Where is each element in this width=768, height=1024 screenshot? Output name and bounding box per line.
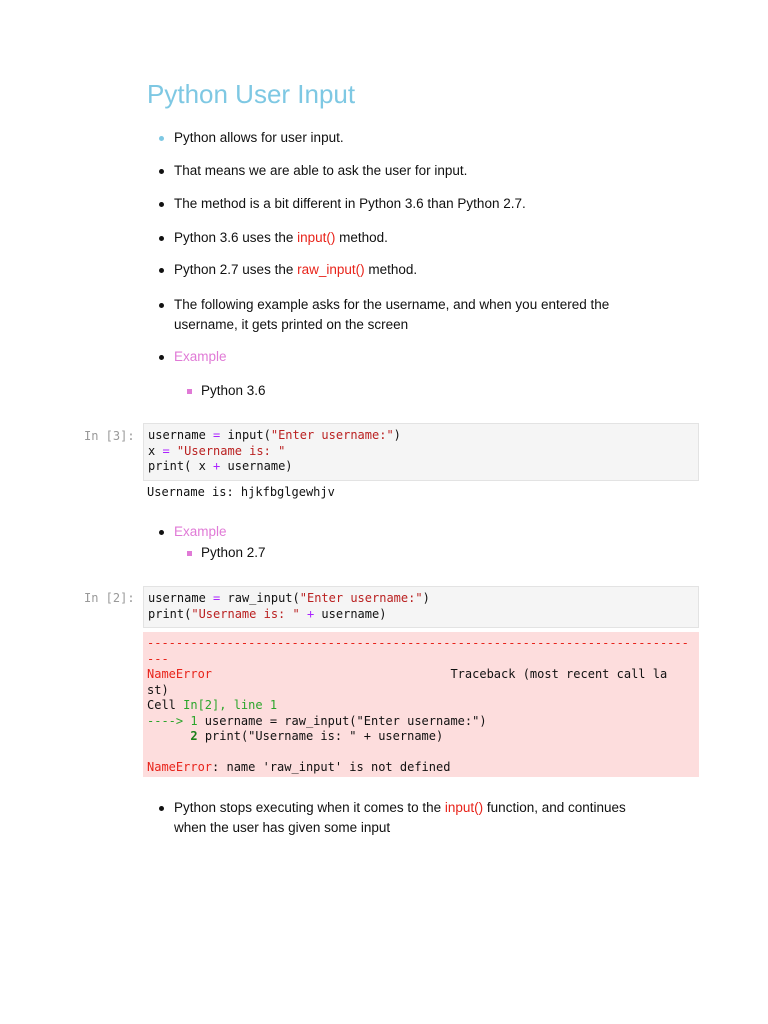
square-bullet [187, 389, 192, 394]
code-cell[interactable]: username = raw_input("Enter username:") print("Username is: " + username) [143, 586, 699, 628]
list-item [174, 295, 654, 335]
list-item [174, 161, 654, 181]
example-label: Example [174, 524, 227, 539]
bullet-dot [159, 355, 164, 360]
bullet-dot [159, 136, 164, 141]
bullet-text: That means we are able to ask the user for input. [174, 163, 468, 178]
bullet-dot [159, 202, 164, 207]
cell-prompt: In [2]: [84, 591, 135, 605]
sub-list-item [201, 543, 681, 563]
bullet-text: Python 3.6 [201, 383, 266, 398]
bullet-text: Python 3.6 uses the [174, 230, 298, 245]
list-item [174, 260, 654, 280]
code-cell[interactable]: username = input("Enter username:") x = "Username is: " print( x + username) [143, 423, 699, 481]
example-label: Example [174, 349, 227, 364]
input-keyword: input() [444, 800, 484, 815]
bullet-dot [159, 236, 164, 241]
raw-input-keyword: raw_input() [297, 262, 365, 277]
bullet-text: method. [335, 230, 388, 245]
list-item [174, 228, 654, 248]
bullet-dot [159, 169, 164, 174]
cell-output: Username is: hjkfbglgewhjv [147, 485, 335, 499]
bullet-dot [159, 303, 164, 308]
error-output: --------------------------------------------------------------------------- --- NameError Traceback (most recent call la st) Cell In[2], line 1 ----> 1 username = raw_input("Enter username:") 2 print("Username is: " + username) NameError: name 'raw_input' is not defined [143, 632, 699, 777]
list-item [174, 194, 654, 214]
bullet-text: Python 2.7 [201, 545, 266, 560]
bullet-text: function, and continues [483, 800, 626, 815]
square-bullet [187, 551, 192, 556]
list-item [174, 522, 654, 542]
bullet-dot [159, 530, 164, 535]
bullet-text: Python stops executing when it comes to the [174, 800, 445, 815]
bullet-text: The method is a bit different in Python 3.6 than Python 2.7. [174, 196, 526, 211]
bullet-text: The following example asks for the username, and when you entered the [174, 297, 610, 312]
bullet-dot [159, 268, 164, 273]
page-title: Python User Input [147, 79, 356, 109]
cell-prompt: In [3]: [84, 429, 135, 443]
bullet-text: method. [364, 262, 418, 277]
list-item [174, 128, 654, 148]
bullet-text: username, it gets printed on the screen [174, 317, 409, 332]
bullet-text: Python allows for user input. [174, 130, 344, 145]
list-item [174, 798, 674, 838]
list-item [174, 347, 654, 367]
bullet-dot [159, 806, 164, 811]
sub-list-item [201, 381, 681, 401]
bullet-text: Python 2.7 uses the [174, 262, 298, 277]
input-keyword: input() [297, 230, 336, 245]
bullet-text: when the user has given some input [174, 820, 391, 835]
